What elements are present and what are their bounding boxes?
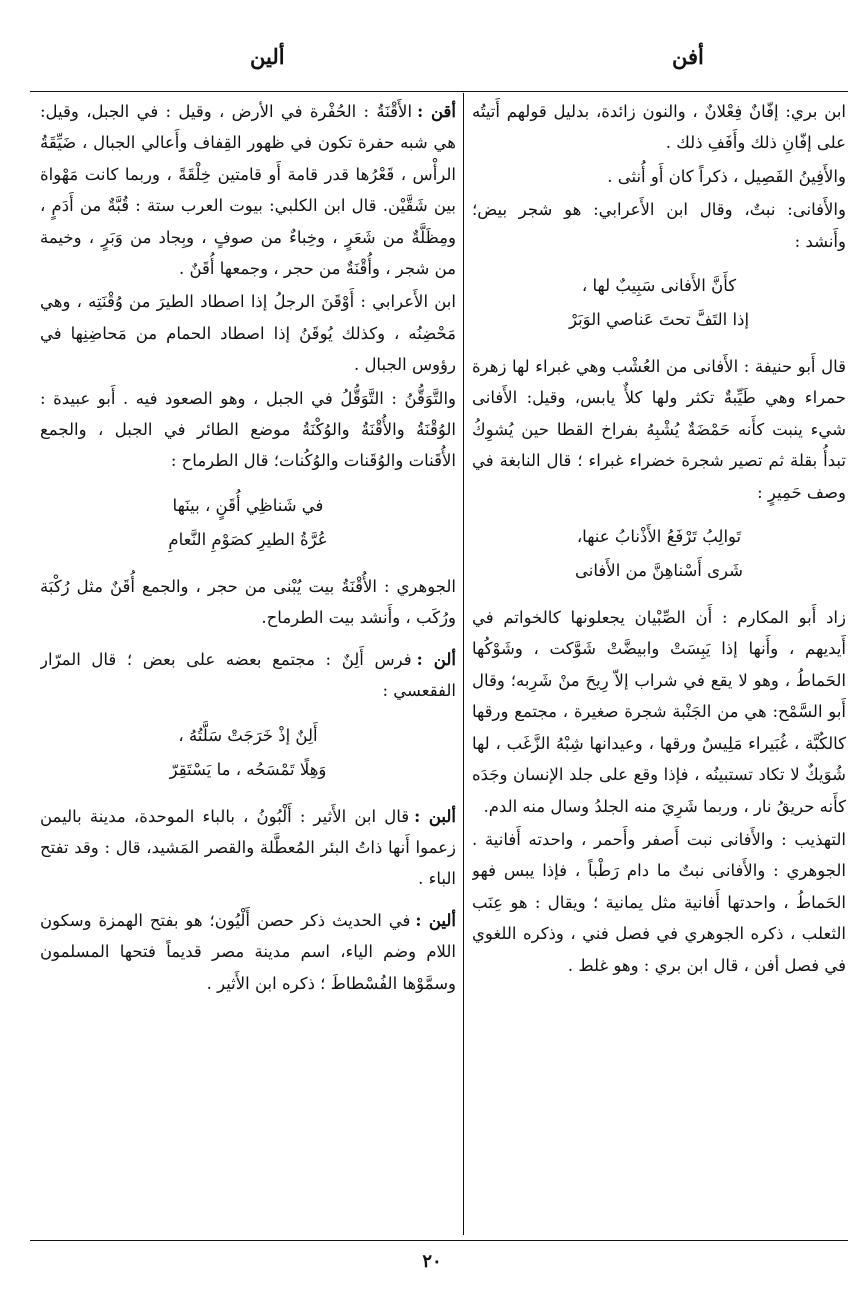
entry-text: فرس أَلِنٌ : مجتمع بعضه على بعض ؛ قال المرّار الفقعسي : xyxy=(40,649,456,701)
entry-paragraph xyxy=(472,351,846,508)
entry-text: الجوهري : الأُقْنَةُ بيت يُبْنى من حجر ، والجمع أُقَنٌ مثل رُكْبَة ورُكَب ، وأَنشد بيت الطرماح. xyxy=(40,576,456,628)
entry-paragraph xyxy=(472,194,846,257)
entry-albn xyxy=(40,801,456,895)
entry-headword: ألين : xyxy=(415,910,456,930)
verse-block xyxy=(472,520,846,588)
left-running-headword: ألين xyxy=(250,44,285,69)
entry-text: التهذيب : والأَفانى نبت أَصفر وأَحمر ، واحدته أَفانية . الجوهري : والأَفانى نبتٌ ما دام رَطْباً ، فإذا يبس فهو الحَماطُ ، واحدتها أَفانية مثل يمانية ؛ ويقال : هو عِنَب الثعلب ، ذكره الجوهري في فصل فني ، وذكره اللغوي في فصل أفن ، قال ابن بري : وهو غلط . xyxy=(472,829,846,975)
column-divider xyxy=(463,93,464,1235)
entry-text: والأَفانى: نبتٌ، وقال ابن الأَعرابي: هو شجر بيض؛ وأَنشد : xyxy=(472,200,846,251)
entry-aln xyxy=(40,644,456,707)
verse-line: شَرى أَسْناهِنَّ من الأَفانى xyxy=(575,561,743,581)
verse-line: تَوالِبُ تَرْفَعُ الأَذْنابُ عنها، xyxy=(576,527,742,547)
entry-paragraph xyxy=(472,824,846,981)
left-column xyxy=(40,96,456,1234)
entry-text: في الحديث ذكر حصن أَلْيُون؛ هو بفتح الهمزة وسكون اللام وضم الياء، اسم مدينة مصر قديماً فتحها المسلمون وسمَّوْها الفُسْطاطَ ؛ ذكره ابن الأَثير . xyxy=(40,910,456,993)
entry-text: زاد أَبو المكارم : أَن الصِّبْيان يجعلونها كالخواتم في أَيديهم ، وأَنها إذا يَبِسَتْ وابيضَّتْ شَوَّكت ، وشَوْكُها الحَماطُ ، وهو لا يقع في شراب إلاّ رِيحَ منْ شَرِبه؛ وقال أَبو السَّمْح: هي من الجَنْبة شجرة صغيرة ، مجتمع ورقها كالكُبَّة ، غُبَيراء مَلِيسٌ ورقها ، وعيدانها شِبْهُ الزَّغَب ، لها شُوَيكٌ لا تكاد تستبينُه ، فإذا وقع على جلد الإنسان وجَدَه كأَنه حريقُ نار ، وربما شَرِيَ منه الجلدُ وسال منه الدم. xyxy=(472,608,846,816)
right-column xyxy=(472,96,846,1234)
entry-paragraph xyxy=(40,383,456,477)
verse-line: أَلِنٌ إذْ خَرَجَتْ سَلَّتُهُ ، xyxy=(178,725,318,745)
entry-paragraph xyxy=(472,96,846,159)
entry-headword: أقن : xyxy=(417,102,456,121)
entry-aqn xyxy=(40,96,456,284)
verse-line: عُرَّةُ الطيرِ كصَوْمِ النَّعامِ xyxy=(168,529,328,549)
top-rule xyxy=(30,91,848,92)
right-running-headword: أفن xyxy=(672,44,704,69)
verse-block xyxy=(40,719,456,787)
entry-paragraph xyxy=(40,571,456,634)
verse-line: في شَناظِي أُقَنٍ ، بينَها xyxy=(172,495,324,515)
entry-headword: ألبن : xyxy=(414,806,456,826)
entry-text: والأَفِينُ الفَصِيل ، ذكراً كان أَو أُنثى . xyxy=(607,166,846,186)
bottom-rule xyxy=(30,1240,848,1241)
entry-paragraph xyxy=(40,286,456,380)
entry-text: والتَّوَقُّنُ : التَّوَقُّلُ في الجبل ، وهو الصعود فيه . أَبو عبيدة : الوُقْنَةُ والأُقْنَةُ والوُكْنَةُ موضع الطائر في الجبل ، والجمع الأُقَنات والوُقَنات والوُكُنات؛ قال الطرماح : xyxy=(40,388,456,471)
verse-line: كأَنَّ الأَفانى سَبِيبٌ لها ، xyxy=(581,276,737,296)
entry-paragraph xyxy=(472,161,846,192)
verse-block xyxy=(40,489,456,557)
verse-block xyxy=(472,269,846,337)
entry-text: الأَقْنَةُ : الحُفْرة في الأرض ، وقيل : في الجبل، وقيل: هي شبه حفرة تكون في ظهور القِفاف وأَعالي الجبال ، ضَيِّقَةُ الرأْس ، قَعْرُها قدر قامة أَو قامتين خِلْقَةً ، وربما كانت مَهْواة بين شَقَّيْن. قال ابن الكلبي: بيوت العرب ستة : قُبَّةٌ من أَدَمٍ ، ومِظَلَّةٌ من شَعَرٍ ، وخِباءٌ من صوفٍ ، وبِجاد من وَبَرٍ ، وخيمة من شجر ، وأُقْنَةٌ من حجر ، وجمعها أُقَنٌ . xyxy=(40,102,456,279)
verse-line: وَهِلًا تَمْسَحُه ، ما يَسْتَقِرّ xyxy=(169,759,327,779)
page-number: ٢٠ xyxy=(422,1251,442,1272)
entry-text: ابن الأَعرابي : أَوْقَنَ الرجلُ إذا اصطاد الطيرَ من وُقْنَتِه ، وهي مَحْضِنُه ، وكذلك يُوقَنُ إذا اصطاد الحمام من مَحاضِنِها في رؤوس الجبال . xyxy=(40,292,456,375)
entry-text: قال أَبو حنيفة : الأَفانى من العُشْب وهي غبراء لها زهرة حمراء وهي طَيِّبةٌ تكثر ولها كلأٌ يابس، وقيل: الأَفانى شيء ينبت كأَنه حَمْضَةٌ يُشْبِهُ بفراخ القطا حين يُشوِكُ تبدأُ بقلة ثم تصير شجرة خضراء غبراء ؛ قال النابغة في وصف حَمِيرٍ : xyxy=(472,357,846,502)
entry-text: قال ابن الأَثير : أَلْبُونُ ، بالباء الموحدة، مدينة باليمن زعموا أَنها ذاتُ البئر المُعطَّلة والقصر المَشيد، قال : وقد تفتح الباء . xyxy=(40,806,456,889)
entry-text: ابن بري: إفّانٌ فِعْلانٌ ، والنون زائدة، بدليل قولهم أَتيتُه على إفّانِ ذلك وأَفَفِ ذلك . xyxy=(472,102,846,153)
entry-headword: ألن : xyxy=(416,649,456,669)
entry-alyn xyxy=(40,905,456,999)
verse-line: إذا التَفَّ تحتَ عَناصي الوَبَرْ xyxy=(568,310,750,330)
entry-paragraph xyxy=(472,602,846,822)
